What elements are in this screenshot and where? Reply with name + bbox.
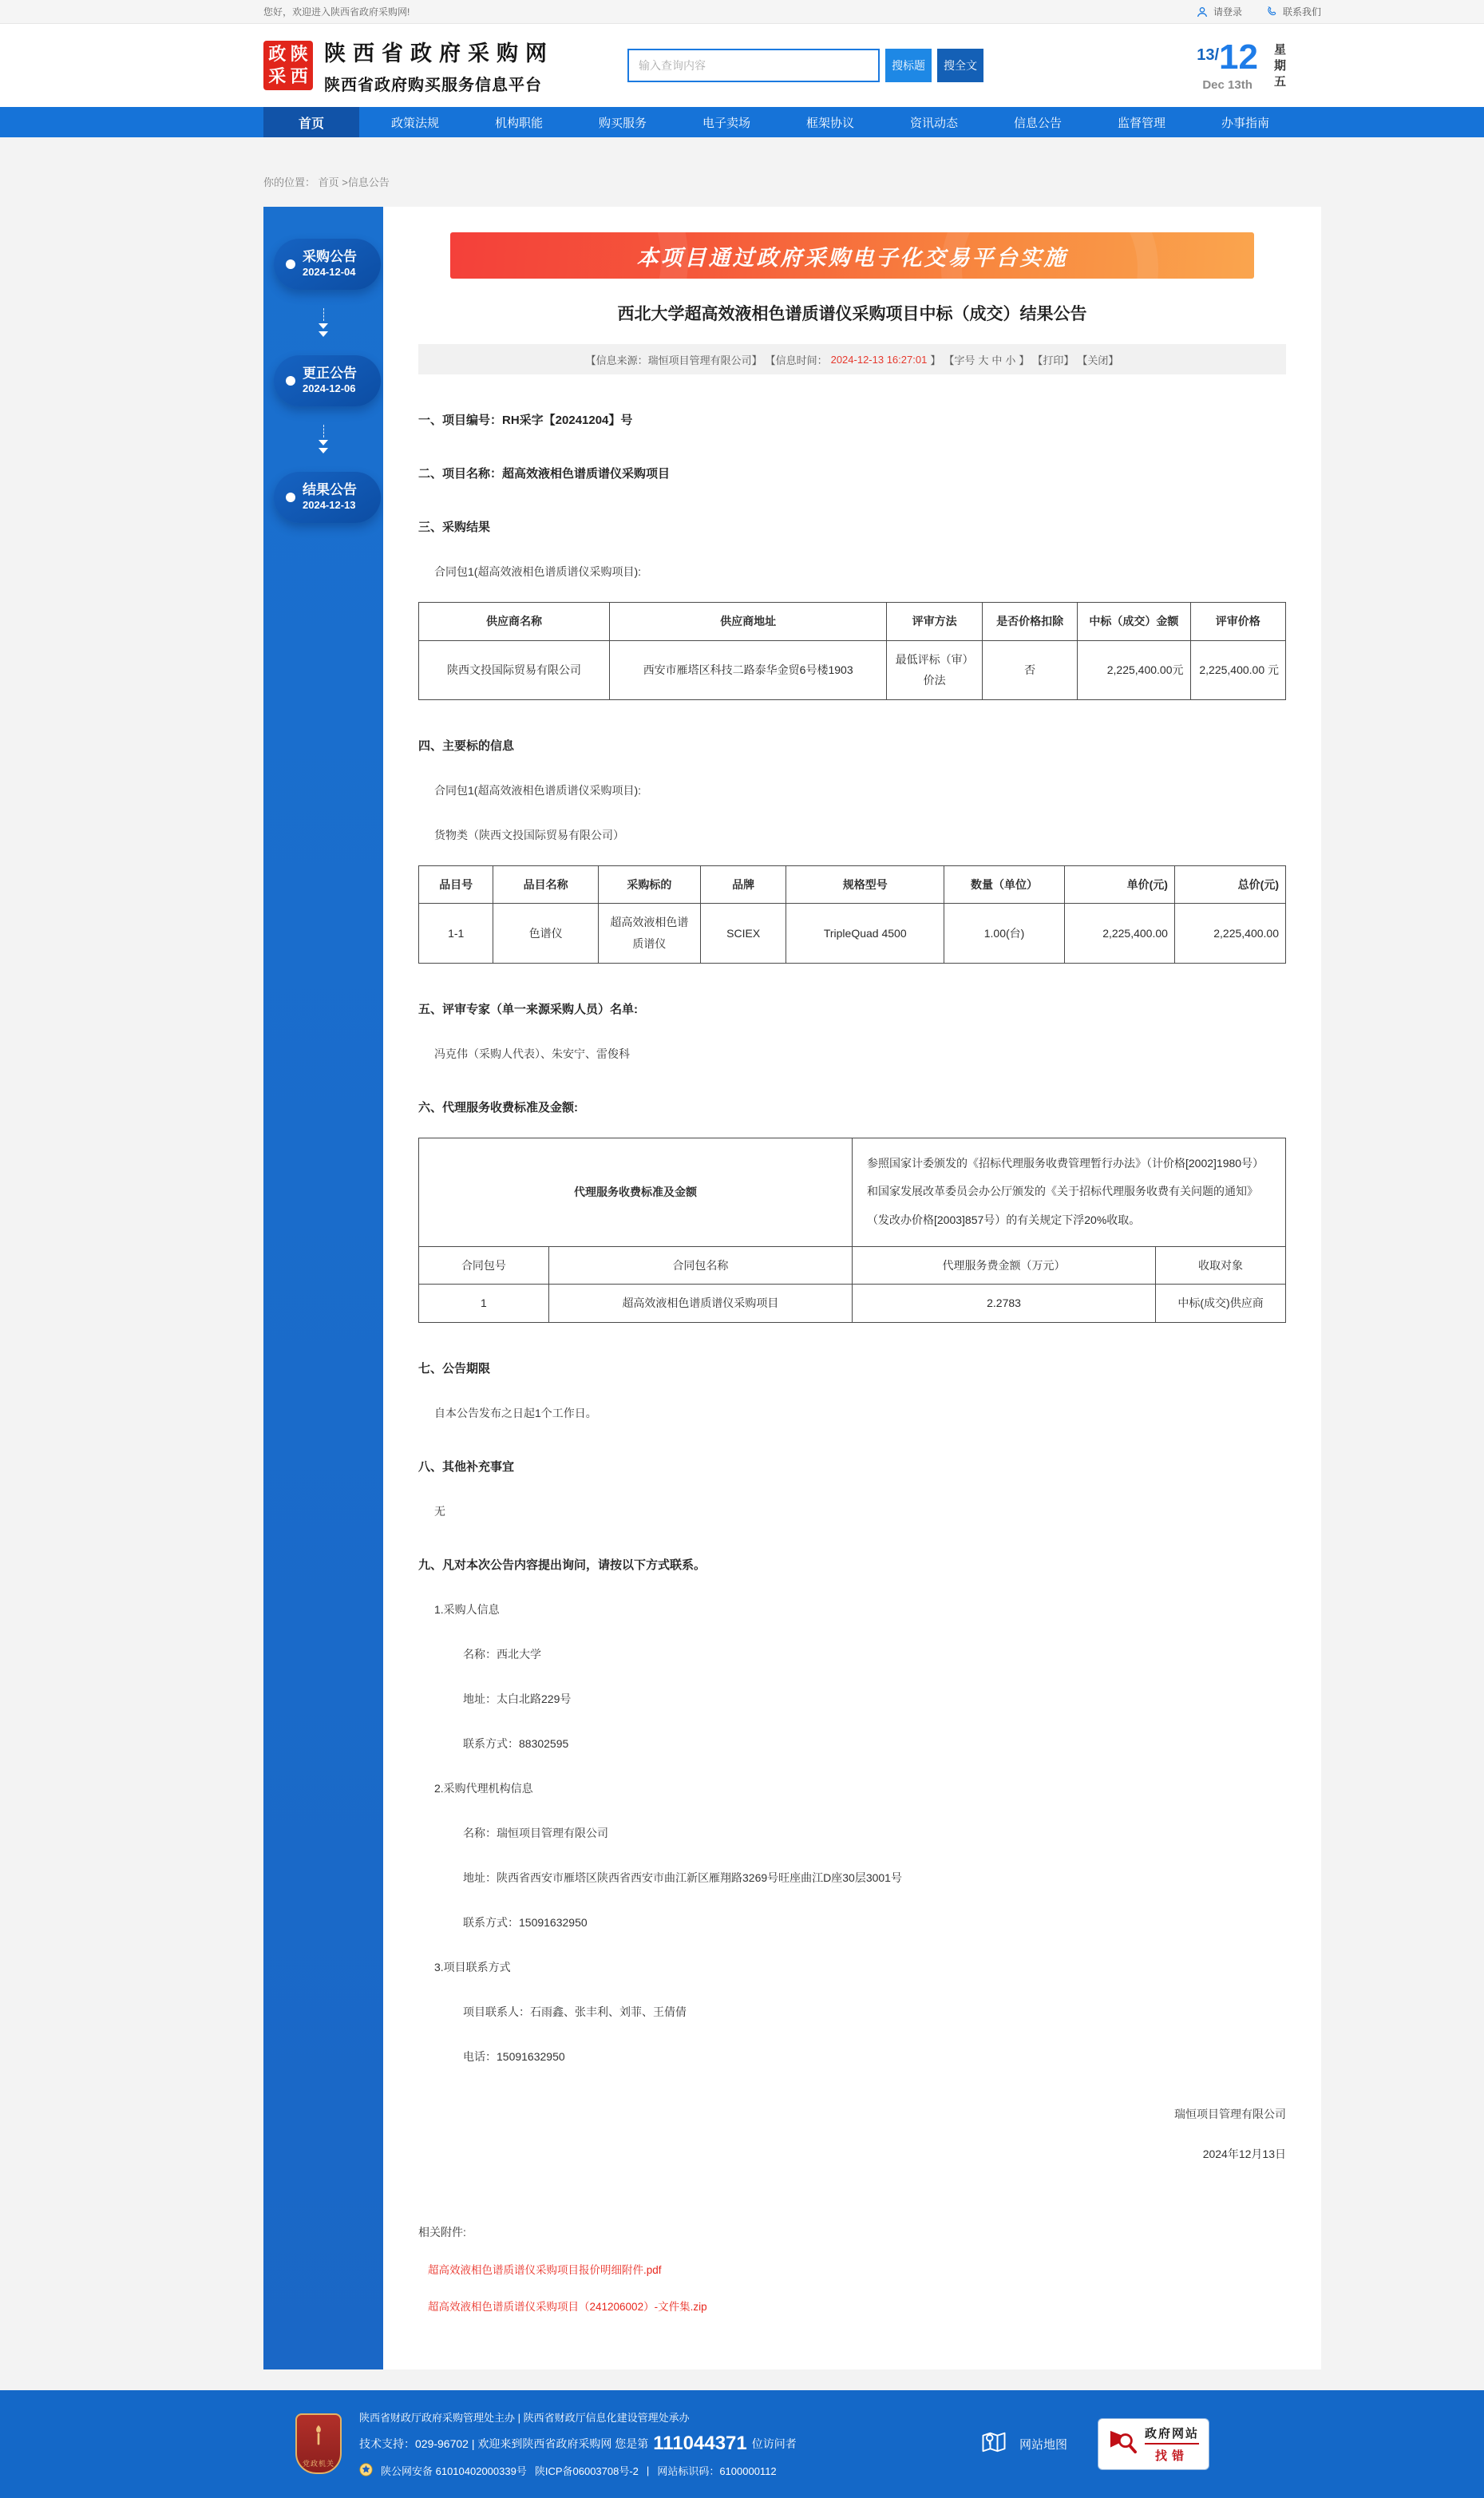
table-cell: 2,225,400.00 [1174, 904, 1285, 963]
welcome-text: 您好，欢迎进入陕西省政府采购网! [263, 6, 410, 18]
section-subject-heading: 四、主要标的信息 [418, 738, 515, 753]
footer-divider: | [646, 2464, 650, 2477]
nav-item-news[interactable]: 资讯动态 [909, 116, 958, 130]
project-contact-title: 3.项目联系方式 [434, 1960, 511, 1973]
print-button[interactable]: 【打印】 [1032, 354, 1074, 366]
signoff-date: 2024年12月13日 [1202, 2147, 1286, 2160]
table-cell: 1 [419, 1285, 549, 1323]
breadcrumb [263, 137, 1321, 207]
timeline-dot-icon [286, 259, 295, 269]
login-link[interactable]: 请登录 [1196, 5, 1242, 18]
footer-support-line: 技术支持：029-96702 | 欢迎来到陕西省政府采购网 您是第 [359, 2437, 649, 2450]
sidebar-step-procurement-notice[interactable]: 采购公告 2024-12-04 [274, 239, 381, 290]
table-cell: TripleQuad 4500 [786, 904, 944, 963]
icp-record-link[interactable]: 陕ICP备06003708号-2 [534, 2465, 639, 2478]
table-header-row [419, 1246, 1286, 1285]
table-row [419, 640, 1286, 699]
table-header-cell: 供应商地址 [609, 603, 887, 641]
other-body: 无 [434, 1504, 445, 1518]
date-weekday: 星期五 [1272, 42, 1286, 91]
timeline-dot-icon [286, 493, 295, 502]
agency-fee-table [418, 1138, 1286, 1323]
sitemap-link[interactable]: 网站地图 [979, 2428, 1067, 2460]
table-cell: 最低评标（审）价法 [887, 640, 982, 699]
section-contact-heading: 九、凡对本次公告内容提出询问，请按以下方式联系。 [418, 1558, 706, 1572]
experts-names: 冯克伟（采购人代表）、朱安宁、雷俊科 [434, 1047, 630, 1060]
nav-item-policies[interactable]: 政策法规 [390, 116, 439, 130]
table-cell: 陕西文投国际贸易有限公司 [419, 640, 610, 699]
table-header-cell: 评审方法 [887, 603, 982, 641]
close-button[interactable]: 【关闭】 [1077, 354, 1119, 366]
table-header-cell: 代理服务费金额（万元） [852, 1246, 1155, 1285]
breadcrumb-label: 你的位置： [263, 176, 316, 188]
table-cell: 否 [982, 640, 1077, 699]
article-meta-bar: 【信息来源：瑞恒项目管理有限公司】 【信息时间： 2024-12-13 16:27:01 】 【字号 大 中 小 】 【打印】 【关闭】 [418, 344, 1286, 374]
table-header-cell: 是否价格扣除 [982, 603, 1077, 641]
arrow-down-icon [263, 290, 383, 355]
date-day: 13/ [1197, 46, 1220, 64]
table-cell: SCIEX [700, 904, 786, 963]
breadcrumb-home[interactable]: 首页 [318, 176, 339, 188]
table-row [419, 1138, 1286, 1246]
fontsize-label: 【字号 [944, 354, 975, 366]
table-header-cell: 合同包名称 [548, 1246, 852, 1285]
sidebar-step-correction-notice[interactable]: 更正公告 2024-12-06 [274, 355, 381, 406]
nav-item-framework[interactable]: 框架协议 [805, 116, 854, 130]
table-cell: 色谱仪 [493, 904, 598, 963]
table-cell: 2,225,400.00 元 [1190, 640, 1286, 699]
nav-item-supervision[interactable]: 监督管理 [1117, 116, 1165, 130]
nav-item-functions[interactable]: 机构职能 [494, 116, 543, 130]
table-header-cell: 品牌 [700, 865, 786, 904]
table-header-row [419, 865, 1286, 904]
agency-phone: 联系方式：15091632950 [463, 1915, 588, 1929]
signoff [418, 2106, 1286, 2162]
section-experts-heading: 五、评审专家（单一来源采购人员）名单: [418, 1002, 638, 1016]
contract-package-line: 合同包1(超高效液相色谱质谱仪采购项目): [434, 565, 641, 578]
project-phone: 电话：15091632950 [463, 2049, 565, 2063]
table-header-row [419, 603, 1286, 641]
date-english: Dec 13th [1202, 77, 1252, 92]
site-logo[interactable] [263, 36, 554, 95]
site-subtitle: 陕西省政府购买服务信息平台 [324, 77, 542, 94]
purchaser-info-title: 1.采购人信息 [434, 1602, 500, 1616]
table-header-cell: 品目号 [419, 865, 493, 904]
table-header-cell: 单价(元) [1065, 865, 1175, 904]
gov-site-error-report-badge[interactable] [1098, 2418, 1209, 2470]
sidebar-step-result-notice[interactable]: 结果公告 2024-12-13 [274, 472, 381, 523]
agency-address: 地址：陕西省西安市雁塔区陕西省西安市曲江新区雁翔路3269号旺座曲江D座30层3001号 [463, 1871, 902, 1884]
fontsize-large-button[interactable]: 大 [978, 354, 989, 366]
logo-seal-icon: 政 陕 采 西 [263, 41, 313, 90]
table-header-cell: 品目名称 [493, 865, 598, 904]
timeline-sidebar [263, 207, 383, 2369]
fontsize-medium-button[interactable]: 中 [991, 354, 1003, 366]
arrow-down-icon [263, 406, 383, 472]
table-header-cell: 数量（单位） [944, 865, 1065, 904]
supplier-result-table [418, 602, 1286, 700]
government-agency-shield-icon [295, 2413, 342, 2474]
nav-item-guide[interactable]: 办事指南 [1221, 116, 1269, 130]
table-cell: 2,225,400.00 [1065, 904, 1175, 963]
table-cell: 2,225,400.00元 [1078, 640, 1190, 699]
section-notice-period-heading: 七、公告期限 [418, 1361, 491, 1376]
table-cell: 中标(成交)供应商 [1156, 1285, 1286, 1323]
topbar [0, 0, 1484, 24]
meta-source: 【信息来源：瑞恒项目管理有限公司】 [585, 354, 762, 366]
article-panel [383, 207, 1321, 2369]
section-result-heading: 三、采购结果 [418, 521, 491, 534]
torch-emblem-icon [311, 2415, 326, 2458]
shield-label: 党政机关 [302, 2460, 334, 2468]
table-header-cell: 收取对象 [1156, 1246, 1286, 1285]
nav-item-announcements[interactable]: 信息公告 [1013, 116, 1062, 130]
table-header-cell: 总价(元) [1174, 865, 1285, 904]
purchaser-phone: 联系方式：88302595 [463, 1736, 569, 1750]
site-name: 陕西省政府采购网 [324, 42, 554, 65]
project-contacts: 项目联系人：石雨鑫、张丰利、刘菲、王倩倩 [463, 2005, 687, 2018]
nav-item-e-market[interactable]: 电子卖场 [702, 116, 750, 130]
breadcrumb-separator: > [342, 176, 348, 188]
agency-info-title: 2.采购代理机构信息 [434, 1781, 533, 1795]
header [0, 24, 1484, 107]
search-fulltext-button[interactable]: 搜全文 [937, 49, 983, 82]
section-project-name: 二、项目名称：超高效液相色谱质谱仪采购项目 [418, 467, 671, 481]
contact-link[interactable]: 联系我们 [1266, 5, 1321, 18]
notice-period-body: 自本公告发布之日起1个工作日。 [434, 1406, 597, 1419]
purchaser-name: 名称：西北大学 [463, 1647, 541, 1661]
breadcrumb-current[interactable]: 信息公告 [347, 176, 390, 188]
contract-package-line: 合同包1(超高效液相色谱质谱仪采购项目): [434, 783, 641, 797]
attachment-link-zip[interactable]: 超高效液相色谱质谱仪采购项目（241206002）-文件集.zip [428, 2300, 707, 2313]
map-icon [979, 2428, 1008, 2460]
table-row [419, 1285, 1286, 1323]
section-agency-fee-heading: 六、代理服务收费标准及金额: [418, 1100, 578, 1114]
agency-name: 名称：瑞恒项目管理有限公司 [463, 1826, 608, 1839]
table-header-cell: 评审价格 [1190, 603, 1286, 641]
attachments-label: 相关附件: [418, 2225, 466, 2239]
date-widget [1197, 37, 1321, 92]
search-input[interactable] [627, 49, 880, 82]
footer-organizer-line: 陕西省财政厅政府采购管理处主办 | 陕西省财政厅信息化建设管理处承办 [359, 2411, 690, 2424]
date-month: 12 [1219, 37, 1258, 77]
police-badge-icon [359, 2463, 373, 2479]
table-header-cell: 合同包号 [419, 1246, 549, 1285]
attachment-link-pdf[interactable]: 超高效液相色谱质谱仪采购项目报价明细附件.pdf [428, 2263, 662, 2276]
badge-line1: 政府网站 [1145, 2425, 1199, 2445]
table-cell: 西安市雁塔区科技二路泰华金贸6号楼1903 [609, 640, 887, 699]
item-detail-table [418, 865, 1286, 964]
meta-time: 2024-12-13 16:27:01 [830, 353, 928, 366]
nav-item-purchase-services[interactable]: 购买服务 [598, 116, 647, 130]
flag-magnifier-icon [1108, 2429, 1138, 2460]
fee-standard-text: 参照国家计委颁发的《招标代理服务收费管理暂行办法》（计价格[2002]1980号）和国家发展改革委员会办公厅颁发的《关于招标代理服务收费有关问题的通知》（发改办价格[2003]857号）的有关规定下浮20%收取。 [852, 1138, 1285, 1246]
table-cell: 2.2783 [852, 1285, 1155, 1323]
table-header-cell: 中标（成交）金额 [1078, 603, 1190, 641]
page-title: 西北大学超高效液相色谱质谱仪采购项目中标（成交）结果公告 [617, 305, 1087, 323]
nav-item-home[interactable]: 首页 [263, 107, 359, 137]
table-header-cell: 代理服务收费标准及金额 [419, 1138, 853, 1246]
timeline-dot-icon [286, 376, 295, 386]
table-cell: 1.00(台) [944, 904, 1065, 963]
table-header-cell: 供应商名称 [419, 603, 610, 641]
footer: 党政机关 陕西省财政厅政府采购管理处主办 | 陕西省财政厅信息化建设管理处承办 技术支持：029-96702 | 欢迎来到陕西省政府采购网 您是第 111044371 位访问者 陕公网安备 61010402000339号 陕ICP备06003708号-2 | 网站标识码：6100000112 网站地图 政府网站 找错 [0, 2390, 1484, 2498]
fontsize-small-button[interactable]: 小 [1005, 354, 1016, 366]
meta-time-prefix: 【信息时间： [765, 354, 828, 366]
signoff-company: 瑞恒项目管理有限公司 [1174, 2107, 1286, 2120]
site-code: 网站标识码：6100000112 [657, 2465, 777, 2478]
table-row [419, 904, 1286, 963]
goods-category-line: 货物类（陕西文投国际贸易有限公司） [434, 828, 624, 841]
table-header-cell: 规格型号 [786, 865, 944, 904]
search-title-button[interactable]: 搜标题 [885, 49, 932, 82]
user-icon [1196, 6, 1209, 18]
section-other-heading: 八、其他补充事宜 [418, 1459, 515, 1474]
search-box [627, 49, 983, 82]
visitor-count: 111044371 [653, 2432, 747, 2454]
table-cell: 1-1 [419, 904, 493, 963]
purchaser-address: 地址：太白北路229号 [463, 1692, 572, 1705]
table-cell: 超高效液相色谱质谱仪采购项目 [548, 1285, 852, 1323]
section-project-number: 一、项目编号：RH采字【20241204】号 [418, 414, 633, 427]
table-cell: 超高效液相色谱质谱仪 [598, 904, 700, 963]
phone-icon [1266, 6, 1278, 18]
police-record-link[interactable]: 陕公网安备 61010402000339号 [381, 2465, 527, 2478]
platform-banner: 本项目通过政府采购电子化交易平台实施 [450, 232, 1254, 279]
main-nav [0, 107, 1484, 137]
table-header-cell: 采购标的 [598, 865, 700, 904]
badge-line2: 找错 [1154, 2449, 1189, 2463]
